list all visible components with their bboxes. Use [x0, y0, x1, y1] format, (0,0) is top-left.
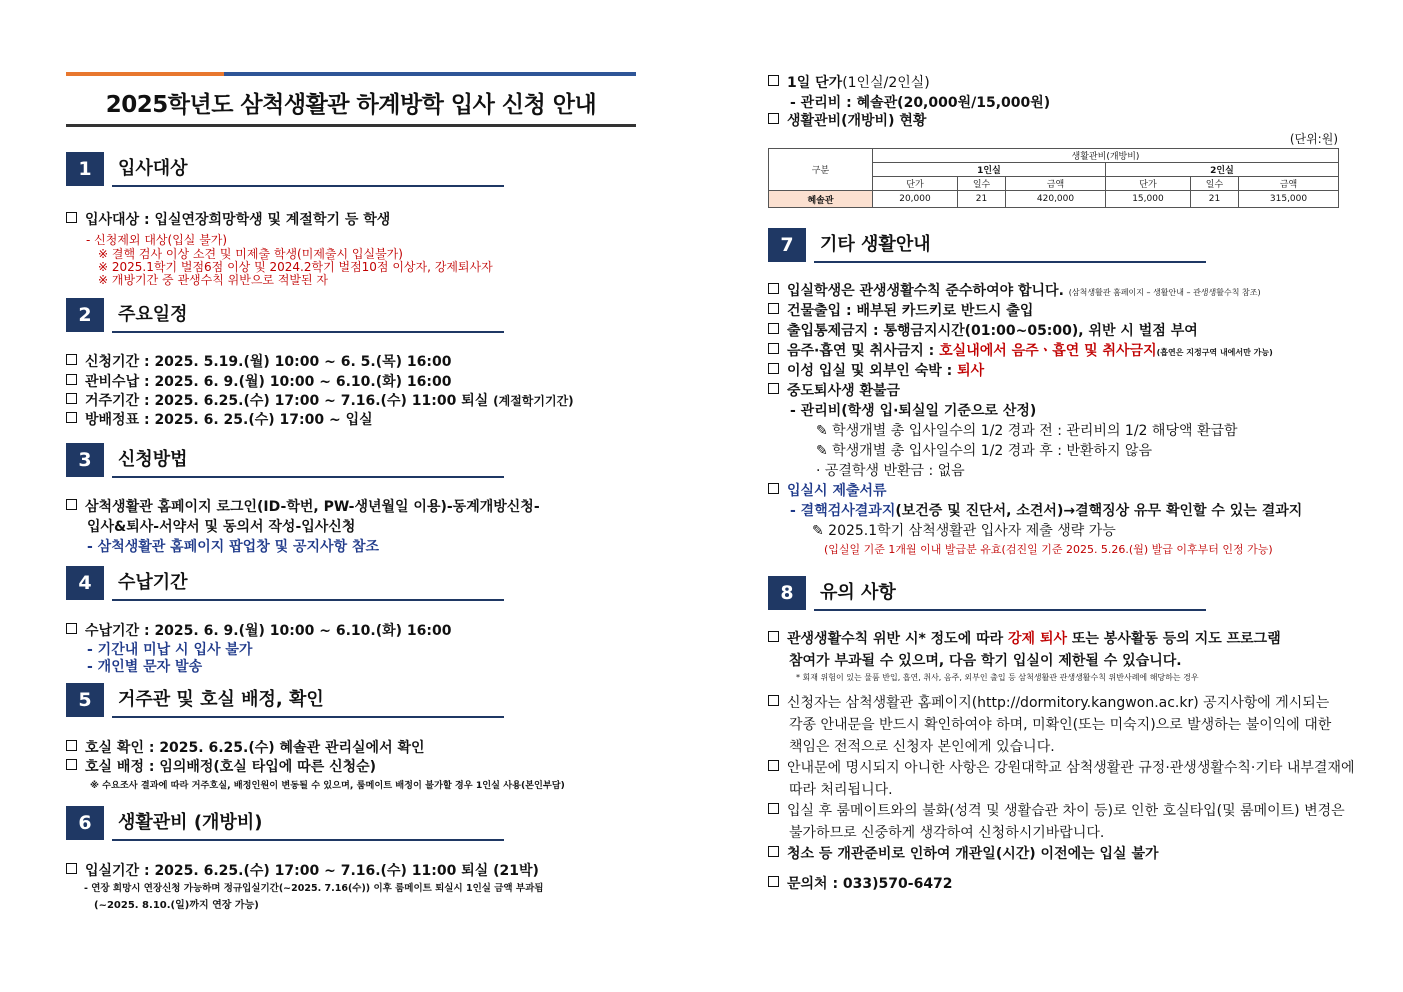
- caution-note: * 회재 위험이 있는 물품 반입, 흡연, 취사, 음주, 외부인 출입 등 삼척생활관 관생생활수칙 위반사례에 해당하는 경우: [796, 673, 1199, 682]
- section-number: 8: [768, 576, 806, 610]
- section-4-header: [66, 566, 506, 602]
- payment-note: - 기간내 미납 시 입사 불가: [87, 642, 253, 658]
- section-title: 기타 생활안내: [820, 234, 931, 255]
- table-header: 단가: [873, 177, 958, 191]
- payment-note: - 개인별 문자 발송: [87, 659, 203, 675]
- checkbox-icon: [768, 363, 779, 374]
- checkbox-icon: [768, 303, 779, 314]
- section-1-header: [66, 152, 506, 188]
- exclusion-item: ※ 결핵 검사 이상 소견 및 미제출 학생(미제출시 입실불가): [98, 247, 403, 261]
- section-title: 생활관비 (개방비): [118, 812, 263, 833]
- section-underline: [112, 185, 504, 187]
- checkbox-icon: [768, 75, 779, 86]
- section-title: 거주관 및 호실 배정, 확인: [118, 689, 324, 710]
- section-underline: [112, 599, 504, 601]
- unit-price-line: 1일 단가(1인실/2인실): [768, 72, 930, 92]
- room-note: ※ 수요조사 결과에 따라 거주호실, 배정인원이 변동될 수 있으며, 룸메이트 배정이 불가할 경우 1인실 사용(본인부담): [90, 780, 565, 791]
- table-row: [769, 191, 1339, 208]
- documents-line: 입실시 제출서류: [768, 480, 887, 500]
- stay-line: 입실기간 : 2025. 6.25.(수) 17:00 ~ 7.16.(수) 11:00 퇴실 (21박): [66, 860, 539, 880]
- caution-line: 책임은 전적으로 신청자 본인에게 있습니다.: [789, 739, 1055, 755]
- documents-line: - 결핵검사결과지(보건증 및 진단서, 소견서)→결핵징상 유무 확인할 수 있는 결과지: [790, 503, 1303, 519]
- section-underline: [112, 839, 504, 841]
- documents-note: (입실일 기준 1개월 이내 발급분 유효(검진일 기준 2025. 5.26.(월) 발급 이후부터 인정 가능): [824, 543, 1273, 556]
- section-number: 6: [66, 806, 104, 840]
- section-number: 1: [66, 152, 104, 186]
- mgmt-fee-line: - 관리비 : 혜솔관(20,000원/15,000원): [790, 95, 1051, 111]
- contact-line: 문의처 : 033)570-6472: [768, 873, 953, 893]
- section-title: 수납기간: [118, 572, 188, 593]
- section-title: 주요일정: [118, 304, 188, 325]
- checkbox-icon: [768, 343, 779, 354]
- title-accent-orange: [66, 72, 224, 76]
- schedule-line: 방배정표 : 2025. 6. 25.(수) 17:00 ~ 입실: [66, 409, 373, 429]
- caution-line: 각종 안내문을 반드시 확인하여야 하며, 미확인(또는 미숙지)으로 발생하는 불이익에 대한: [789, 717, 1332, 733]
- section-underline: [112, 331, 504, 333]
- checkbox-icon: [768, 695, 779, 706]
- stay-note: (~2025. 8.10.(일)까지 연장 가능): [94, 900, 259, 911]
- table-header: 일수: [1190, 177, 1238, 191]
- checkbox-icon: [768, 283, 779, 294]
- fee-table: [768, 148, 1339, 208]
- caution-line: 신청자는 삼척생활관 홈페이지(http://dormitory.kangwon.ac.kr) 공지사항에 게시되는: [768, 692, 1329, 712]
- section-number: 3: [66, 443, 104, 477]
- exclusion-heading: - 신청제외 대상(입실 불가): [86, 233, 228, 247]
- exclusion-item: ※ 개방기간 중 관생수칙 위반으로 적발된 자: [98, 273, 329, 287]
- section-8-header: [768, 576, 1208, 612]
- rule-line: 건물출입 : 배부된 카드키로 반드시 출입: [768, 300, 1033, 320]
- payment-line: 수납기간 : 2025. 6. 9.(월) 10:00 ~ 6.10.(화) 16:00: [66, 620, 451, 640]
- table-cell: 21: [1190, 191, 1238, 208]
- checkbox-icon: [768, 483, 779, 494]
- section-title: 유의 사항: [820, 582, 896, 603]
- table-cell: 20,000: [873, 191, 958, 208]
- table-header: 2인실: [1105, 163, 1338, 177]
- rule-line: 출입통제금지 : 통행금지시간(01:00~05:00), 위반 시 벌점 부여: [768, 320, 1198, 340]
- section-number: 4: [66, 566, 104, 600]
- section-title: 입사대상: [118, 158, 188, 179]
- title-underline: [66, 124, 636, 127]
- schedule-line: 거주기간 : 2025. 6.25.(수) 17:00 ~ 7.16.(수) 11:00 퇴실 (계절학기기간): [66, 390, 574, 410]
- refund-line: - 관리비(학생 입·퇴실일 기준으로 산정): [790, 403, 1037, 419]
- checkbox-icon: [768, 383, 779, 394]
- method-line: 삼척생활관 홈페이지 로그인(ID-학번, PW-생년월일 이용)-동계개방신청-: [66, 496, 540, 516]
- section-7-header: [768, 228, 1208, 264]
- section-2-header: [66, 298, 506, 334]
- section-title: 신청방법: [118, 449, 188, 470]
- section-underline: [112, 476, 504, 478]
- title-accent-blue: [224, 72, 636, 76]
- section-underline: [814, 609, 1206, 611]
- checkbox-icon: [66, 393, 77, 404]
- caution-line: 불가하므로 신중하게 생각하여 신청하시기바랍니다.: [789, 825, 1105, 841]
- caution-line: 입실 후 룸메이트와의 불화(성격 및 생활습관 차이 등)로 인한 호실타입(및 룸메이트) 변경은: [768, 800, 1345, 820]
- target-line: 입사대상 : 입실연장희망학생 및 계절학기 등 학생: [66, 209, 390, 229]
- checkbox-icon: [66, 212, 77, 223]
- rule-line: 음주·흡연 및 취사금지 : 호실내에서 음주ㆍ흡연 및 취사금지(흡연은 지정구역 내에서만 가능): [768, 340, 1273, 360]
- checkbox-icon: [768, 631, 779, 642]
- checkbox-icon: [768, 846, 779, 857]
- checkbox-icon: [66, 740, 77, 751]
- table-header: 금액: [1239, 177, 1339, 191]
- section-underline: [112, 716, 504, 718]
- unit-label: (단위:원): [1289, 132, 1338, 146]
- table-header: 금액: [1006, 177, 1106, 191]
- table-header: 1인실: [873, 163, 1106, 177]
- refund-line: · 공결학생 반환금 : 없음: [816, 463, 965, 479]
- stay-note: - 연장 희망시 연장신청 가능하며 정규입실기간(~2025. 7.16(수)) 이후 룸메이트 퇴실시 1인실 금액 부과됨: [84, 883, 544, 894]
- room-line: 호실 배정 : 임의배정(호실 타입에 따른 신청순): [66, 756, 376, 776]
- documents-note: ✎ 2025.1학기 삼척생활관 입사자 제출 생략 가능: [812, 523, 1116, 539]
- schedule-line: 신청기간 : 2025. 5.19.(월) 10:00 ~ 6. 5.(목) 16:00: [66, 351, 451, 371]
- refund-line: ✎ 학생개별 총 입사일수의 1/2 경과 전 : 관리비의 1/2 해당액 환급함: [816, 423, 1238, 439]
- checkbox-icon: [768, 876, 779, 887]
- section-5-header: [66, 683, 506, 719]
- table-cell: 혜솔관: [769, 191, 873, 208]
- checkbox-icon: [66, 412, 77, 423]
- checkbox-icon: [768, 803, 779, 814]
- rule-line: 입실학생은 관생생활수칙 준수하여야 합니다. (삼척생활관 홈페이지 – 생활안내 – 관생생활수칙 참조): [768, 280, 1261, 300]
- checkbox-icon: [66, 499, 77, 510]
- section-3-header: [66, 443, 506, 479]
- page-title: 2025학년도 삼척생활관 하계방학 입사 신청 안내: [105, 92, 597, 118]
- checkbox-icon: [66, 354, 77, 365]
- caution-line: 참여가 부과될 수 있으며, 다음 학기 입실이 제한될 수 있습니다.: [789, 653, 1182, 669]
- table-header: 생활관비(개방비): [873, 149, 1339, 163]
- table-cell: 420,000: [1006, 191, 1106, 208]
- table-header: 일수: [957, 177, 1005, 191]
- rule-line: 이성 입실 및 외부인 숙박 : 퇴사: [768, 360, 984, 380]
- section-number: 2: [66, 298, 104, 332]
- method-line: 입사&퇴사-서약서 및 동의서 작성-입사신청: [87, 519, 356, 535]
- method-note: - 삼척생활관 홈페이지 팝업창 및 공지사항 참조: [87, 539, 380, 555]
- refund-line: ✎ 학생개별 총 입사일수의 1/2 경과 후 : 반환하지 않음: [816, 443, 1152, 459]
- fee-status-line: 생활관비(개방비) 현황: [768, 110, 926, 130]
- table-cell: 15,000: [1105, 191, 1190, 208]
- table-header: 구분: [769, 149, 873, 191]
- checkbox-icon: [66, 374, 77, 385]
- rule-line: 중도퇴사생 환불금: [768, 380, 900, 400]
- room-line: 호실 확인 : 2025. 6.25.(수) 혜솔관 관리실에서 확인: [66, 737, 425, 757]
- table-cell: 315,000: [1239, 191, 1339, 208]
- section-number: 7: [768, 228, 806, 262]
- checkbox-icon: [66, 863, 77, 874]
- schedule-line: 관비수납 : 2025. 6. 9.(월) 10:00 ~ 6.10.(화) 16:00: [66, 371, 451, 391]
- checkbox-icon: [768, 113, 779, 124]
- title-block: [66, 72, 636, 128]
- caution-line: 관생생활수칙 위반 시* 정도에 따라 강제 퇴사 또는 봉사활동 등의 지도 프로그램: [768, 628, 1281, 648]
- section-number: 5: [66, 683, 104, 717]
- caution-line: 청소 등 개관준비로 인하여 개관일(시간) 이전에는 입실 불가: [768, 843, 1159, 863]
- table-cell: 21: [957, 191, 1005, 208]
- checkbox-icon: [66, 759, 77, 770]
- checkbox-icon: [66, 623, 77, 634]
- exclusion-item: ※ 2025.1학기 벌점6점 이상 및 2024.2학기 벌점10점 이상자, 강제퇴사자: [98, 260, 493, 274]
- checkbox-icon: [768, 760, 779, 771]
- section-underline: [814, 261, 1206, 263]
- caution-line: 따라 처리됩니다.: [789, 782, 893, 798]
- caution-line: 안내문에 명시되지 아니한 사항은 강원대학교 삼척생활관 규정·관생생활수칙·기타 내부결재에: [768, 757, 1355, 777]
- checkbox-icon: [768, 323, 779, 334]
- section-6-header: [66, 806, 506, 842]
- table-header: 단가: [1105, 177, 1190, 191]
